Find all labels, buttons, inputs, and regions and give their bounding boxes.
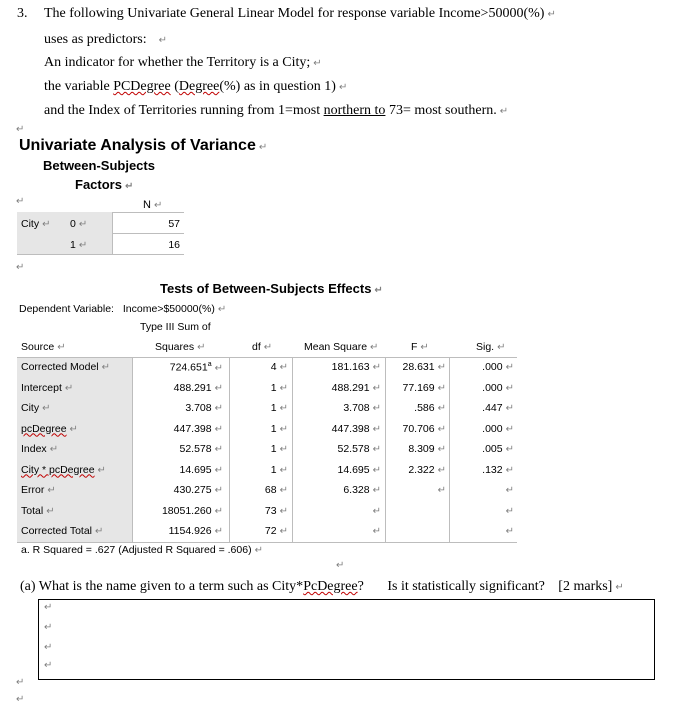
cell-mean-square — [293, 402, 381, 414]
paragraph-mark-icon: ↵ — [153, 200, 163, 211]
factors-n-header — [143, 199, 162, 211]
paragraph-mark-icon: ↵ — [505, 526, 514, 537]
table-top-line — [17, 357, 517, 358]
value-sig: .000 — [482, 381, 503, 394]
value-sum-of-squares: 52.578 — [179, 443, 212, 455]
footnote-marker: a — [207, 361, 212, 368]
paragraph-mark-icon: ↵ — [258, 142, 268, 153]
value-df: 1 — [270, 463, 277, 476]
question-line-5-post: 73= most southern. — [385, 103, 497, 118]
question-line-1-text: The following Univariate General Linear Model for response variable Income>50000(%) — [44, 6, 545, 21]
paragraph-mark-icon: ↵ — [279, 362, 288, 373]
factors-divider-mid — [112, 233, 184, 234]
value-f: .586 — [414, 402, 435, 414]
source-name: Error — [21, 484, 45, 496]
factors-heading-2 — [75, 177, 133, 192]
header-mean-square-text: Mean Square — [304, 341, 368, 353]
paragraph-mark-icon: ↵ — [44, 622, 53, 633]
cell-sum-of-squares — [133, 423, 223, 435]
question-line-2 — [44, 32, 167, 48]
cell-mean-square — [293, 423, 381, 435]
northern-to-term: northern to — [323, 103, 386, 118]
value-sum-of-squares: 1154.926 — [168, 525, 212, 537]
header-sig — [476, 341, 505, 353]
header-df-text: df — [252, 341, 261, 353]
paragraph-mark-icon: ↵ — [505, 423, 514, 435]
part-a-marks: [2 marks] — [558, 579, 613, 594]
paragraph-mark-icon: ↵ — [374, 285, 383, 296]
value-f: 8.309 — [408, 443, 435, 455]
paragraph-mark-icon: ↵ — [499, 106, 509, 117]
question-line-1 — [44, 6, 556, 22]
paragraph-mark-icon: ↵ — [214, 526, 223, 537]
cell-f — [386, 382, 446, 394]
header-squares-text: Squares — [155, 341, 195, 353]
paragraph-mark-icon: ↵ — [101, 362, 111, 373]
cell-sig — [450, 423, 514, 435]
answer-box[interactable] — [38, 599, 655, 680]
factor-name — [21, 218, 50, 230]
paragraph-mark-icon: ↵ — [372, 403, 381, 414]
paragraph-mark-icon: ↵ — [44, 660, 53, 671]
cell-f — [386, 361, 446, 373]
factor-level-0 — [70, 218, 87, 230]
value-mean-square: 14.695 — [337, 463, 370, 476]
tests-title-text: Tests of Between-Subjects Effects — [160, 281, 372, 296]
source-name: pcDegree — [21, 422, 67, 435]
cell-f — [386, 402, 446, 414]
paragraph-mark-icon: ↵ — [279, 382, 288, 394]
value-sum-of-squares: 18051.260 — [161, 504, 212, 517]
value-df: 4 — [270, 361, 277, 373]
question-line-3 — [44, 55, 322, 71]
paragraph-mark-icon: ↵ — [16, 124, 25, 135]
paragraph-mark-icon: ↵ — [372, 423, 381, 435]
cell-mean-square — [293, 484, 381, 496]
paragraph-mark-icon: ↵ — [279, 444, 288, 455]
factor-name-text: City — [21, 218, 40, 230]
header-type-iii: Type III Sum of — [140, 321, 211, 333]
paragraph-mark-icon: ↵ — [44, 602, 53, 613]
cell-sum-of-squares — [133, 484, 223, 496]
cell-sum-of-squares — [133, 525, 223, 537]
paragraph-mark-icon: ↵ — [16, 677, 25, 688]
paragraph-mark-icon: ↵ — [279, 485, 288, 496]
value-sum-of-squares: 430.275 — [173, 484, 212, 496]
paragraph-mark-icon: ↵ — [437, 362, 446, 373]
value-df: 73 — [264, 504, 277, 517]
cell-df — [230, 464, 288, 476]
paragraph-mark-icon: ↵ — [279, 423, 288, 435]
paragraph-mark-icon: ↵ — [97, 464, 106, 476]
paragraph-mark-icon: ↵ — [372, 382, 381, 394]
dependent-variable-value: Income>$50000(%) — [122, 303, 215, 315]
source-name: Intercept — [21, 381, 62, 394]
factors-heading-1: Between-Subjects — [43, 158, 155, 173]
factor-level-0-text: 0 — [70, 218, 76, 230]
paragraph-mark-icon: ↵ — [505, 485, 514, 496]
paragraph-mark-icon: ↵ — [279, 403, 288, 414]
paragraph-mark-icon: ↵ — [214, 505, 223, 517]
value-f: 77.169 — [402, 381, 435, 394]
value-f: 70.706 — [402, 422, 435, 435]
paragraph-mark-icon: ↵ — [615, 582, 624, 593]
factors-heading-2-text: Factors — [75, 177, 122, 192]
paragraph-mark-icon: ↵ — [505, 444, 514, 455]
paragraph-mark-icon: ↵ — [437, 444, 446, 455]
value-sum-of-squares: 14.695 — [179, 463, 212, 476]
paragraph-mark-icon: ↵ — [547, 9, 556, 20]
tests-footnote — [21, 544, 263, 556]
source-name: City — [21, 402, 40, 414]
factor-n-1: 16 — [168, 239, 180, 251]
paragraph-mark-icon: ↵ — [437, 403, 446, 414]
question-line-5-pre: and the Index of Territories running from 1=most — [44, 103, 324, 118]
cell-sum-of-squares — [133, 464, 223, 476]
paragraph-mark-icon: ↵ — [214, 444, 223, 455]
cell-df — [230, 361, 288, 373]
paragraph-mark-icon: ↵ — [214, 423, 223, 435]
paragraph-mark-icon: ↵ — [372, 444, 381, 455]
cell-df — [230, 505, 288, 517]
cell-sum-of-squares — [133, 402, 223, 414]
dependent-variable-label: Dependent Variable: — [19, 303, 114, 315]
table-row-source — [21, 382, 73, 394]
paragraph-mark-icon: ↵ — [46, 505, 55, 517]
paragraph-mark-icon: ↵ — [47, 485, 56, 496]
paragraph-mark-icon: ↵ — [214, 485, 223, 496]
cell-mean-square — [293, 443, 381, 455]
cell-df — [230, 443, 288, 455]
paragraph-mark-icon: ↵ — [78, 219, 88, 230]
paragraph-mark-icon: ↵ — [505, 382, 514, 394]
paragraph-mark-icon: ↵ — [263, 342, 273, 353]
paragraph-mark-icon: ↵ — [505, 403, 514, 414]
pcdegree-term: PCDegree — [113, 79, 171, 94]
value-mean-square: 447.398 — [331, 422, 370, 435]
paragraph-mark-icon: ↵ — [214, 464, 223, 476]
cell-df — [230, 402, 288, 414]
cell-sig — [450, 361, 514, 373]
question-line-4-pre: the variable — [44, 79, 114, 94]
paragraph-mark-icon: ↵ — [313, 58, 322, 69]
cell-f — [386, 423, 446, 435]
table-row-source — [21, 402, 50, 414]
question-line-3-text: An indicator for whether the Territory is a City; — [44, 55, 311, 70]
paragraph-mark-icon: ↵ — [497, 342, 506, 353]
table-bottom-line — [17, 542, 517, 543]
question-number: 3. — [17, 6, 28, 21]
paragraph-mark-icon: ↵ — [42, 403, 51, 414]
paragraph-mark-icon: ↵ — [124, 181, 134, 192]
header-sig-text: Sig. — [476, 341, 495, 353]
paragraph-mark-icon: ↵ — [336, 560, 345, 571]
paragraph-mark-icon: ↵ — [505, 362, 514, 373]
table-row-source — [21, 484, 56, 496]
factor-n-0: 57 — [168, 218, 180, 230]
cell-mean-square — [293, 525, 381, 537]
paragraph-mark-icon: ↵ — [214, 382, 223, 394]
cell-df — [230, 525, 288, 537]
value-mean-square: 488.291 — [331, 381, 370, 394]
paragraph-mark-icon: ↵ — [69, 423, 78, 435]
analysis-title — [19, 137, 267, 155]
value-mean-square: 52.578 — [337, 443, 370, 455]
factors-n-header-text: N — [143, 199, 151, 211]
cell-sum-of-squares — [133, 361, 223, 374]
cell-df — [230, 423, 288, 435]
table-row-source — [21, 525, 103, 537]
paragraph-mark-icon: ↵ — [64, 382, 74, 394]
source-name: Corrected Total — [21, 525, 93, 537]
header-mean-square — [304, 341, 378, 353]
table-row-source — [21, 443, 58, 455]
cell-sig — [450, 484, 514, 496]
question-line-4 — [44, 79, 347, 95]
question-line-4-mid: ( — [170, 79, 179, 94]
value-sig: .447 — [482, 402, 503, 414]
paragraph-mark-icon: ↵ — [505, 505, 514, 517]
paragraph-mark-icon: ↵ — [16, 694, 25, 705]
analysis-title-text: Univariate Analysis of Variance — [19, 137, 256, 154]
part-a-question — [20, 579, 624, 595]
cell-f — [386, 464, 446, 476]
paragraph-mark-icon: ↵ — [505, 464, 514, 476]
value-mean-square: 6.328 — [343, 484, 370, 496]
cell-sig — [450, 382, 514, 394]
cell-mean-square — [293, 464, 381, 476]
factors-divider-bottom — [17, 254, 184, 255]
value-sum-of-squares: 3.708 — [185, 402, 212, 414]
paragraph-mark-icon: ↵ — [44, 642, 53, 653]
question-line-5 — [44, 103, 508, 119]
tests-footnote-text: a. R Squared = .627 (Adjusted R Squared = .606) — [21, 544, 252, 556]
source-name: Index — [21, 443, 47, 455]
factors-divider-top — [112, 212, 184, 213]
paragraph-mark-icon: ↵ — [49, 444, 59, 455]
paragraph-mark-icon: ↵ — [95, 526, 104, 537]
question-line-2-text: uses as predictors: — [44, 32, 147, 47]
cell-sig — [450, 525, 514, 537]
part-a-text-2: Is it statistically significant? — [387, 579, 545, 594]
value-f: 28.631 — [402, 361, 435, 373]
part-a-text-pre: What is the name given to a term such as City* — [38, 579, 304, 594]
paragraph-mark-icon: ↵ — [420, 342, 429, 353]
paragraph-mark-icon: ↵ — [214, 362, 223, 374]
header-squares — [155, 341, 206, 353]
question-line-4-post: (%) as in question 1) — [219, 79, 336, 94]
degree-term: Degree — [178, 79, 220, 94]
value-sig: .000 — [482, 422, 503, 435]
paragraph-mark-icon: ↵ — [370, 342, 379, 353]
table-row-source — [21, 423, 78, 435]
header-source — [21, 341, 66, 353]
cell-sig — [450, 443, 514, 455]
header-f — [411, 341, 429, 353]
part-a-label: (a) — [20, 579, 36, 594]
paragraph-mark-icon: ↵ — [372, 464, 381, 476]
paragraph-mark-icon: ↵ — [372, 526, 381, 537]
tests-title — [160, 281, 383, 296]
pcdegree-interaction-term: PcDegree — [303, 579, 358, 594]
paragraph-mark-icon: ↵ — [16, 196, 25, 207]
paragraph-mark-icon: ↵ — [78, 240, 88, 251]
value-f: 2.322 — [408, 463, 435, 476]
paragraph-mark-icon: ↵ — [217, 304, 227, 315]
paragraph-mark-icon: ↵ — [372, 362, 381, 373]
cell-mean-square — [293, 505, 381, 517]
cell-mean-square — [293, 361, 381, 373]
cell-f — [386, 484, 446, 496]
cell-sum-of-squares — [133, 382, 223, 394]
factor-level-1 — [70, 239, 87, 251]
value-df: 1 — [270, 443, 277, 455]
paragraph-mark-icon: ↵ — [279, 505, 288, 517]
value-df: 1 — [270, 402, 277, 414]
paragraph-mark-icon: ↵ — [437, 423, 446, 435]
value-df: 68 — [264, 484, 277, 496]
paragraph-mark-icon: ↵ — [372, 485, 381, 496]
paragraph-mark-icon: ↵ — [437, 382, 446, 394]
table-row-source — [21, 464, 106, 476]
value-df: 1 — [270, 422, 277, 435]
cell-mean-square — [293, 382, 381, 394]
value-sum-of-squares: 447.398 — [173, 422, 212, 435]
value-sig: .000 — [482, 361, 503, 373]
value-sum-of-squares: 488.291 — [173, 381, 212, 394]
value-sig: .005 — [482, 443, 503, 455]
paragraph-mark-icon: ↵ — [42, 219, 51, 230]
cell-sum-of-squares — [133, 505, 223, 517]
cell-f — [386, 443, 446, 455]
cell-df — [230, 382, 288, 394]
paragraph-mark-icon: ↵ — [158, 35, 168, 46]
paragraph-mark-icon: ↵ — [16, 262, 25, 273]
header-source-text: Source — [21, 341, 55, 353]
cell-df — [230, 484, 288, 496]
dependent-variable — [19, 303, 226, 315]
source-name: Total — [21, 504, 44, 517]
value-sum-of-squares: 724.651 — [169, 361, 208, 374]
paragraph-mark-icon: ↵ — [279, 464, 288, 476]
header-df — [252, 341, 272, 353]
paragraph-mark-icon: ↵ — [214, 403, 223, 414]
paragraph-mark-icon: ↵ — [338, 82, 348, 93]
paragraph-mark-icon: ↵ — [57, 342, 66, 353]
table-row-source — [21, 505, 55, 517]
cell-sum-of-squares — [133, 443, 223, 455]
paragraph-mark-icon: ↵ — [437, 485, 446, 496]
source-name: City * pcDegree — [21, 463, 95, 476]
value-mean-square: 181.163 — [331, 361, 370, 373]
source-name: Corrected Model — [21, 361, 99, 373]
paragraph-mark-icon: ↵ — [437, 464, 446, 476]
value-df: 72 — [264, 525, 277, 537]
part-a-text-post: ? — [357, 579, 364, 594]
factor-level-1-text: 1 — [70, 239, 76, 251]
cell-sig — [450, 402, 514, 414]
cell-sig — [450, 464, 514, 476]
header-f-text: F — [411, 341, 418, 353]
paragraph-mark-icon: ↵ — [279, 526, 288, 537]
paragraph-mark-icon: ↵ — [254, 545, 263, 556]
paragraph-mark-icon: ↵ — [372, 505, 381, 517]
value-df: 1 — [270, 381, 277, 394]
paragraph-mark-icon: ↵ — [197, 342, 206, 353]
cell-sig — [450, 505, 514, 517]
value-sig: .132 — [482, 463, 503, 476]
value-mean-square: 3.708 — [343, 402, 370, 414]
table-row-source — [21, 361, 110, 373]
